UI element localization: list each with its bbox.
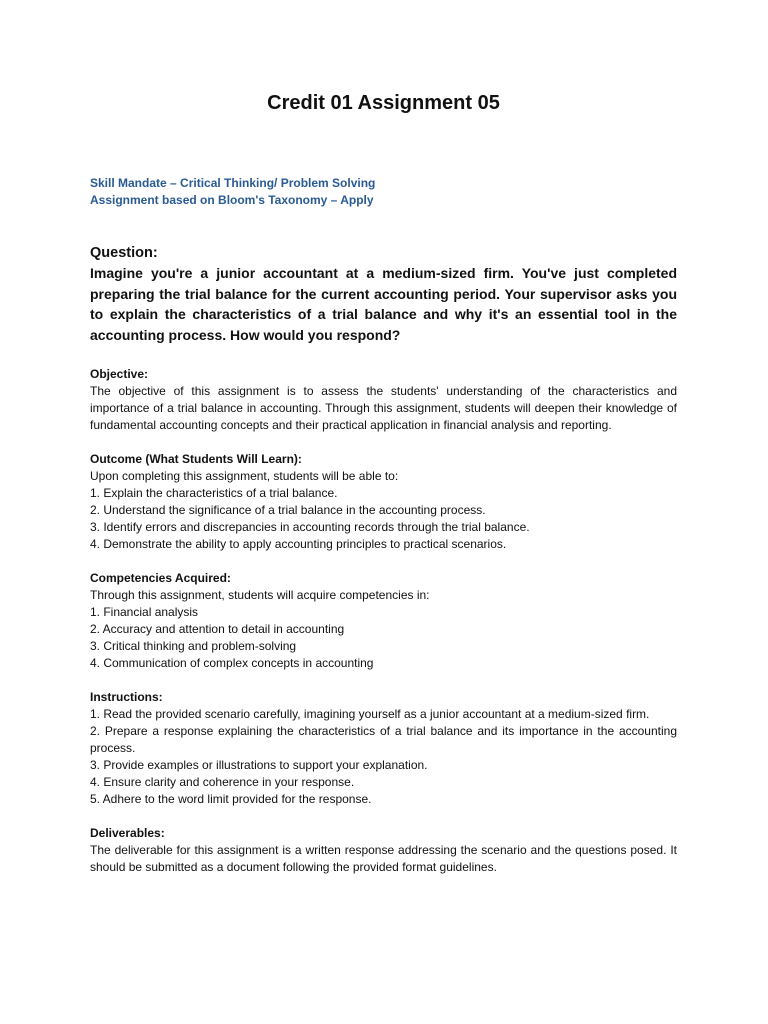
list-item: 4. Demonstrate the ability to apply accounting principles to practical scenarios. xyxy=(90,537,507,551)
deliverables-text: The deliverable for this assignment is a written response addressing the scenario and the questions posed. It should be submitted as a document following the provided format guidelines. xyxy=(90,843,677,874)
question-label: Question: xyxy=(90,245,158,261)
list-item: 3. Critical thinking and problem-solving xyxy=(90,639,297,653)
deliverables-section xyxy=(90,825,677,876)
list-item: 3. Provide examples or illustrations to support your explanation. xyxy=(90,758,428,772)
list-item: 2. Prepare a response explaining the characteristics of a trial balance and its importance in the accounting process. xyxy=(90,724,677,755)
objective-section xyxy=(90,366,677,434)
list-item: 4. Communication of complex concepts in accounting xyxy=(90,656,374,670)
competencies-intro: Through this assignment, students will acquire competencies in: xyxy=(90,588,430,602)
skill-mandate-line: Skill Mandate – Critical Thinking/ Problem Solving xyxy=(90,176,376,190)
objective-text: The objective of this assignment is to assess the students' understanding of the characteristics and importance of a trial balance in accounting. Through this assignment, students will deepen their knowledge of fundamental accounting concepts and their practical application in financial analysis and reporting. xyxy=(90,384,677,432)
list-item: 1. Explain the characteristics of a trial balance. xyxy=(90,486,338,500)
taxonomy-line: Assignment based on Bloom's Taxonomy – Apply xyxy=(90,193,374,207)
outcome-heading: Outcome (What Students Will Learn): xyxy=(90,452,302,466)
list-item: 2. Understand the significance of a trial balance in the accounting process. xyxy=(90,503,486,517)
list-item: 2. Accuracy and attention to detail in accounting xyxy=(90,622,345,636)
list-item: 5. Adhere to the word limit provided for the response. xyxy=(90,792,372,806)
list-item: 1. Financial analysis xyxy=(90,605,199,619)
competencies-section xyxy=(90,570,677,672)
list-item: 1. Read the provided scenario carefully, imagining yourself as a junior accountant at a medium-sized firm. xyxy=(90,707,650,721)
deliverables-heading: Deliverables: xyxy=(90,826,165,840)
competencies-heading: Competencies Acquired: xyxy=(90,571,231,585)
document-title: Credit 01 Assignment 05 xyxy=(267,92,500,114)
instructions-heading: Instructions: xyxy=(90,690,163,704)
list-item: 4. Ensure clarity and coherence in your response. xyxy=(90,775,355,789)
outcome-section xyxy=(90,451,677,553)
outcome-intro: Upon completing this assignment, students will be able to: xyxy=(90,469,399,483)
instructions-section xyxy=(90,689,677,808)
question-section xyxy=(90,243,677,345)
question-text: Imagine you're a junior accountant at a medium-sized firm. You've just completed preparing the trial balance for the current accounting period. Your supervisor asks you to explain the characteristics of a trial balance and why it's an essential tool in the accounting process. How would you respond? xyxy=(90,265,677,343)
list-item: 3. Identify errors and discrepancies in accounting records through the trial balance. xyxy=(90,520,530,534)
objective-heading: Objective: xyxy=(90,367,149,381)
skill-mandate xyxy=(90,175,677,209)
assignment-body xyxy=(90,366,677,893)
